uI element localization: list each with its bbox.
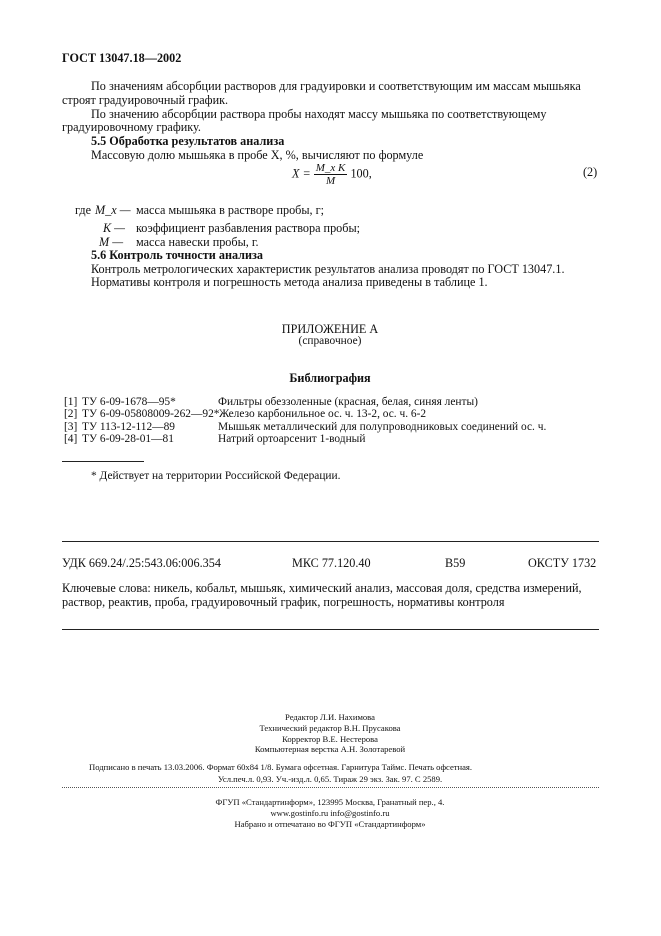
bib-description: Натрий ортоарсенит 1-водный — [218, 433, 366, 445]
document-header: ГОСТ 13047.18—2002 — [62, 51, 182, 65]
where-symbol-k: K — — [103, 221, 126, 235]
formula-denominator: M — [326, 175, 336, 187]
bib-code: ТУ 6-09-1678—95* — [82, 396, 176, 408]
group-code: В59 — [445, 556, 466, 570]
imprint-tech-editor: Технический редактор В.Н. Прусакова — [259, 723, 401, 733]
formula-numerator: M_x K — [315, 162, 346, 174]
appendix-subtitle: (справочное) — [298, 335, 362, 347]
udk-code: УДК 669.24/.25:543.06:006.354 — [62, 556, 221, 570]
bib-description: Фильтры обеззоленные (красная, белая, синяя ленты) — [218, 396, 478, 408]
bib-number: [1] — [64, 396, 78, 408]
publisher-print: Набрано и отпечатано во ФГУП «Стандартинформ» — [234, 819, 426, 829]
section-5-6-text-1: Контроль метрологических характеристик результатов анализа проводят по ГОСТ 13047.1. — [91, 262, 565, 276]
where-desc-k: коэффициент разбавления раствора пробы; — [136, 221, 361, 235]
imprint-print-line-1: Подписано в печать 13.03.2006. Формат 60х84 1/8. Бумага офсетная. Гарнитура Таймс. Печать офсетная. — [89, 762, 473, 772]
publisher-web: www.gostinfo.ru info@gostinfo.ru — [270, 808, 390, 818]
appendix-title: ПРИЛОЖЕНИЕ А — [281, 322, 379, 336]
bib-code: ТУ 6-09-05808009-262—92* — [82, 408, 220, 420]
where-desc-m: масса навески пробы, г. — [136, 235, 259, 249]
where-symbol-mx: M_x — — [95, 203, 131, 217]
bib-number: [4] — [64, 433, 78, 445]
imprint-corrector: Корректор В.Е. Нестерова — [282, 734, 378, 744]
imprint-print-line-2: Усл.печ.л. 0,93. Уч.-изд.л. 0,65. Тираж 29 экз. Зак. 97. С 2589. — [217, 774, 443, 784]
section-5-5-text: Массовую долю мышьяка в пробе X, %, вычисляют по формуле — [91, 148, 424, 162]
publisher-address: ФГУП «Стандартинформ», 123995 Москва, Гранатный пер., 4. — [215, 797, 445, 807]
paragraph-1: По значениям абсорбции растворов для градуировки и соответствующим им массам мышьяка — [91, 79, 581, 93]
bottom-separator — [62, 629, 599, 630]
imprint-separator — [62, 787, 599, 788]
top-separator — [62, 541, 599, 542]
formula-lhs: X = — [292, 166, 311, 181]
formula-fraction — [314, 162, 348, 187]
formula-factor: 100, — [350, 166, 372, 181]
paragraph-2: По значению абсорбции раствора пробы находят массу мышьяка по соответствующему — [91, 107, 547, 121]
formula-number: (2) — [583, 165, 598, 179]
bib-description: Железо карбонильное ос. ч. 13-2, ос. ч. 6-2 — [219, 408, 427, 420]
paragraph-1-cont: строят градуировочный график. — [62, 93, 229, 107]
footnote-rule — [62, 461, 144, 462]
bib-description: Мышьяк металлический для полупроводниковых соединений ос. ч. — [218, 421, 547, 433]
imprint-layout: Компьютерная верстка А.Н. Золотаревой — [254, 744, 406, 754]
bib-number: [2] — [64, 408, 78, 420]
where-symbol-m: M — — [99, 235, 124, 249]
formula — [292, 162, 372, 187]
bibliography-heading: Библиография — [289, 371, 371, 385]
where-intro: где — [75, 203, 92, 217]
paragraph-2-cont: градуировочному графику. — [62, 120, 201, 134]
keywords-line-1: Ключевые слова: никель, кобальт, мышьяк, химический анализ, массовая доля, средства измерений, — [62, 581, 582, 595]
imprint-editor: Редактор Л.И. Нахимова — [285, 712, 375, 722]
where-desc-mx: масса мышьяка в растворе пробы, г; — [136, 203, 325, 217]
footnote: * Действует на территории Российской Федерации. — [91, 470, 341, 482]
section-5-6-text-2: Нормативы контроля и погрешность метода анализа приведены в таблице 1. — [91, 275, 488, 289]
mks-code: МКС 77.120.40 — [292, 556, 371, 570]
bib-code: ТУ 6-09-28-01—81 — [82, 433, 174, 445]
bib-number: [3] — [64, 421, 78, 433]
section-5-5-heading: 5.5 Обработка результатов анализа — [91, 134, 285, 148]
bib-code: ТУ 113-12-112—89 — [82, 421, 175, 433]
okstu-code: ОКСТУ 1732 — [528, 556, 597, 570]
keywords-line-2: раствор, реактив, проба, градуировочный график, погрешность, нормативы контроля — [62, 595, 505, 609]
section-5-6-heading: 5.6 Контроль точности анализа — [91, 248, 264, 262]
